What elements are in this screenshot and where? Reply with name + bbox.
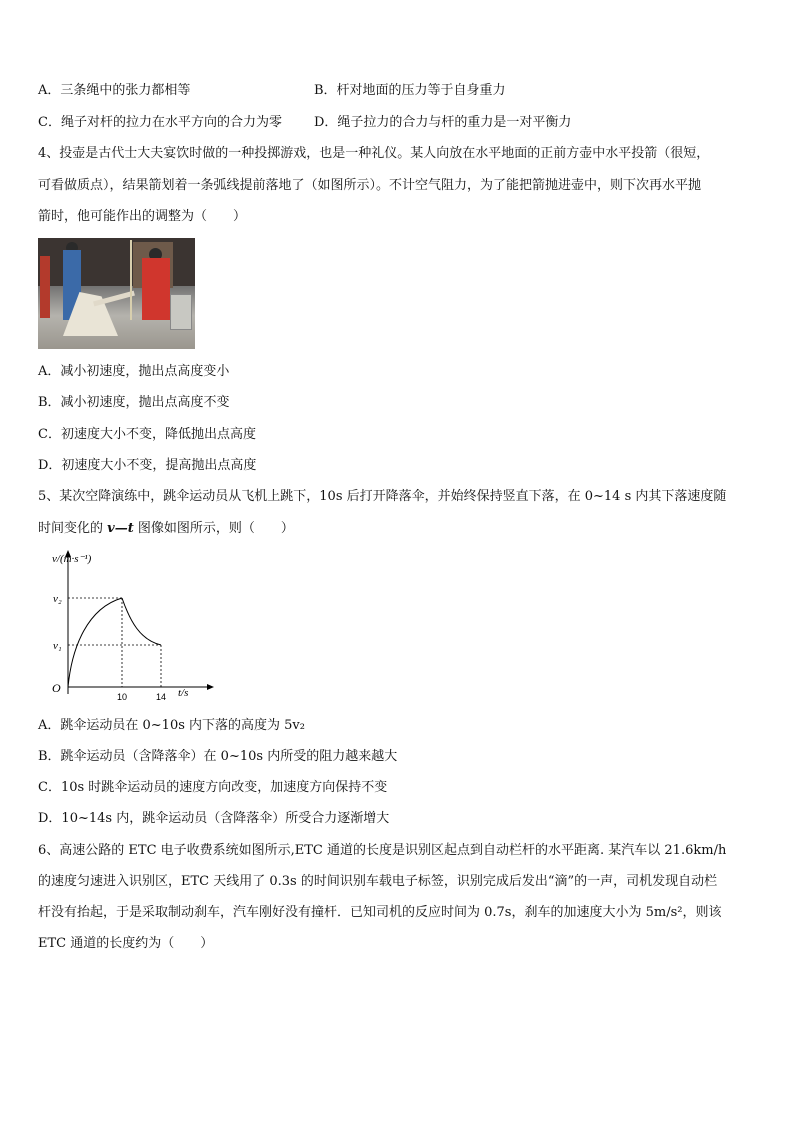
option-c-prev: C．绳子对杆的拉力在水平方向的合力为零	[38, 115, 282, 130]
option-b-prev: B．杆对地面的压力等于自身重力	[314, 83, 506, 98]
option-d-prev: D．绳子拉力的合力与杆的重力是一对平衡力	[314, 115, 572, 130]
q4-option-c: C．初速度大小不变，降低抛出点高度	[38, 427, 256, 442]
q5-option-d: D．10~14s 内，跳伞运动员（含降落伞）所受合力逐渐增大	[38, 811, 390, 826]
xtick-10: 10	[117, 692, 128, 702]
y-axis-label: v/(m·s⁻¹)	[52, 553, 92, 565]
q5-option-c: C．10s 时跳伞运动员的速度方向改变，加速度方向保持不变	[38, 780, 388, 795]
q4-stem-line1: 4、投壶是古代士大夫宴饮时做的一种投掷游戏，也是一种礼仪。某人向放在水平地面的正前方壶中水平投箭（很短，	[38, 146, 710, 161]
q6-stem-line4: ETC 通道的长度约为（ ）	[38, 936, 214, 951]
q5-stem-line1: 5、某次空降演练中，跳伞运动员从飞机上跳下，10s 后打开降落伞，并始终保持竖直下落，在 0~14 s 内其下落速度随	[38, 489, 727, 504]
q4-stem-line3: 箭时，他可能作出的调整为（ ）	[38, 209, 247, 224]
q4-stem-line2: 可看做质点），结果箭划着一条弧线提前落地了（如图所示）。不计空气阻力，为了能把箭抛进壶中，则下次再水平抛	[38, 178, 702, 193]
ytick-v1: v₁	[53, 640, 62, 652]
q6-stem-line2: 的速度匀速进入识别区，ETC 天线用了 0.3s 的时间识别车载电子标签，识别完成后发出“滴”的一声，司机发现自动栏	[38, 874, 718, 889]
q4-option-d: D．初速度大小不变，提高抛出点高度	[38, 458, 257, 473]
velocity-curve-rise	[68, 598, 122, 687]
q5-option-b: B．跳伞运动员（含降落伞）在 0~10s 内所受的阻力越来越大	[38, 749, 398, 764]
q6-stem-line1: 6、高速公路的 ETC 电子收费系统如图所示,ETC 通道的长度是识别区起点到自动栏杆的水平距离. 某汽车以 21.6km/h	[38, 843, 727, 858]
x-axis-arrow	[207, 684, 214, 690]
touhu-photo	[38, 238, 195, 349]
ytick-v2: v₂	[53, 593, 62, 605]
q5-stem-line2: 时间变化的 v—t 图像如图所示，则（ ）	[38, 521, 294, 536]
q6-stem-line3: 杆没有抬起，于是采取制动刹车，汽车刚好没有撞杆．已知司机的反应时间为 0.7s，刹车的加速度大小为 5m/s²，则该	[38, 905, 722, 920]
vt-graph	[38, 546, 218, 702]
option-a-prev: A．三条绳中的张力都相等	[38, 83, 191, 98]
velocity-curve-fall	[122, 598, 161, 645]
q4-option-b: B．减小初速度，抛出点高度不变	[38, 395, 230, 410]
xtick-14: 14	[156, 692, 167, 702]
origin-label: O	[52, 681, 61, 695]
x-axis-label: t/s	[178, 687, 189, 699]
q5-option-a: A．跳伞运动员在 0~10s 内下落的高度为 5v₂	[38, 718, 305, 733]
q4-option-a: A．减小初速度，抛出点高度变小	[38, 364, 230, 379]
